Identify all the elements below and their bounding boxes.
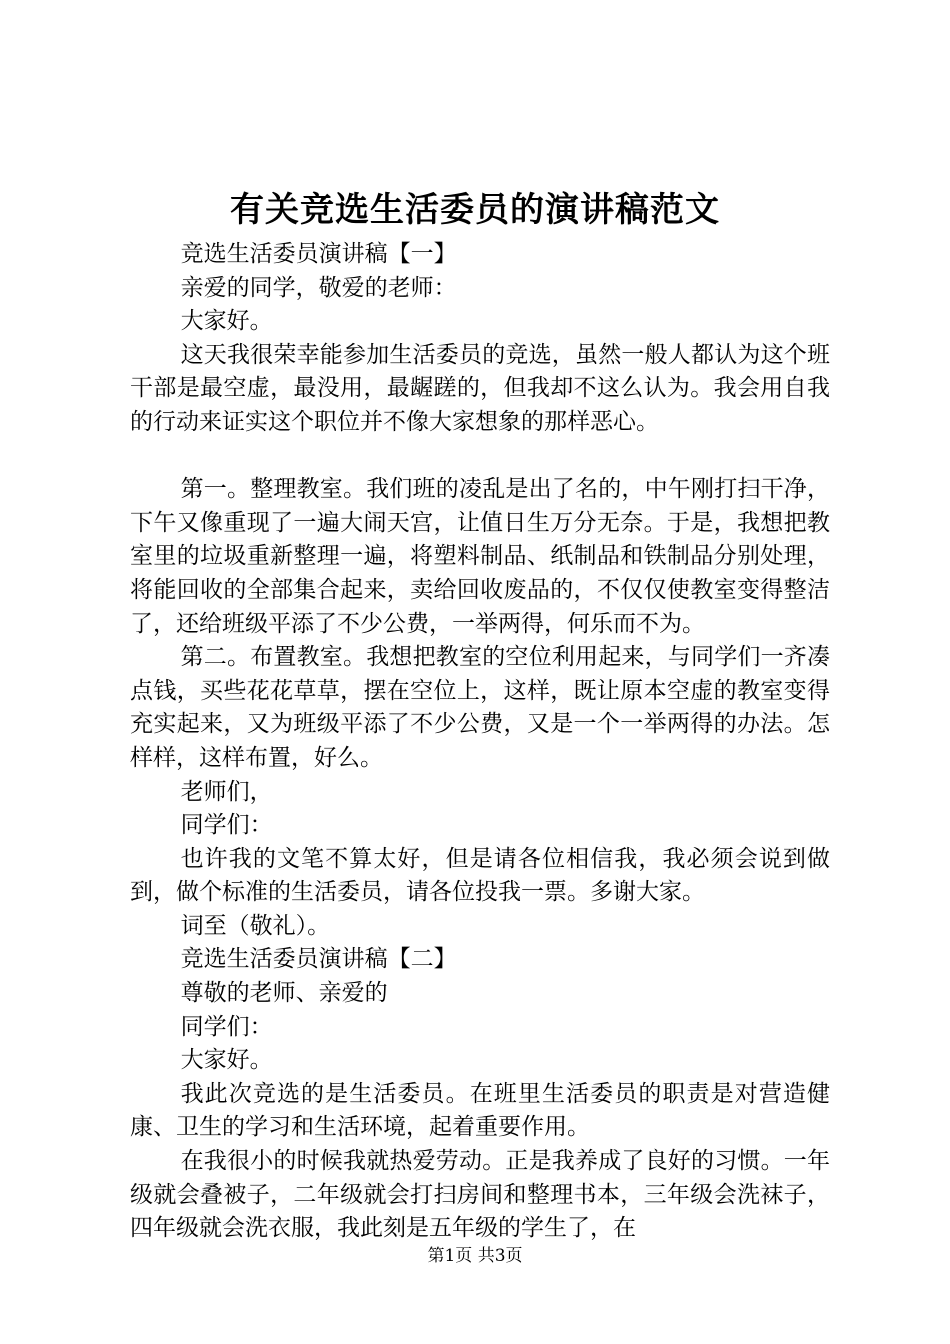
paragraph: 第二。布置教室。我想把教室的空位利用起来，与同学们一齐凑点钱，买些花花草草，摆在空位上，这样，既让原本空虚的教室变得充实起来，又为班级平添了不少公费，又是一个一举两得的办法。怎样样，这样布置，好么。 xyxy=(130,644,830,771)
paragraph: 也许我的文笔不算太好，但是请各位相信我，我必须会说到做到，做个标准的生活委员，请各位投我一票。多谢大家。 xyxy=(130,845,830,906)
paragraph: 同学们： xyxy=(180,1013,273,1040)
paragraph: 大家好。 xyxy=(180,1047,273,1074)
paragraph: 竞选生活委员演讲稿【二】 xyxy=(180,946,457,973)
paragraph: 老师们， xyxy=(180,778,273,805)
page-footer: 第1页 共3页 xyxy=(427,1246,523,1266)
paragraph: 词至（敬礼）。 xyxy=(180,912,331,939)
document-title: 有关竞选生活委员的演讲稿范文 xyxy=(230,190,720,230)
paragraph: 我此次竞选的是生活委员。在班里生活委员的职责是对营造健康、卫生的学习和生活环境，起着重要作用。 xyxy=(130,1080,830,1141)
paragraph: 亲爱的同学，敬爱的老师： xyxy=(180,274,457,301)
paragraph: 同学们： xyxy=(180,812,273,839)
document-body xyxy=(130,238,830,1246)
paragraph: 大家好。 xyxy=(180,308,273,335)
paragraph: 这天我很荣幸能参加生活委员的竞选，虽然一般人都认为这个班干部是最空虚，最没用，最龌蹉的，但我却不这么认为。我会用自我的行动来证实这个职位并不像大家想象的那样恶心。 xyxy=(130,341,830,435)
paragraph: 在我很小的时候我就热爱劳动。正是我养成了良好的习惯。一年级就会叠被子，二年级就会打扫房间和整理书本，三年级会洗袜子，四年级就会洗衣服，我此刻是五年级的学生了，在 xyxy=(130,1148,830,1242)
paragraph: 尊敬的老师、亲爱的 xyxy=(180,980,388,1007)
paragraph: 竞选生活委员演讲稿【一】 xyxy=(180,241,457,267)
paragraph: 第一。整理教室。我们班的凌乱是出了名的，中午刚打扫干净，下午又像重现了一遍大闹天宫，让值日生万分无奈。于是，我想把教室里的垃圾重新整理一遍，将塑料制品、纸制品和铁制品分别处理，将能回收的全部集合起来，卖给回收废品的，不仅仅使教室变得整洁了，还给班级平添了不少公费，一举两得，何乐而不为。 xyxy=(130,476,830,637)
